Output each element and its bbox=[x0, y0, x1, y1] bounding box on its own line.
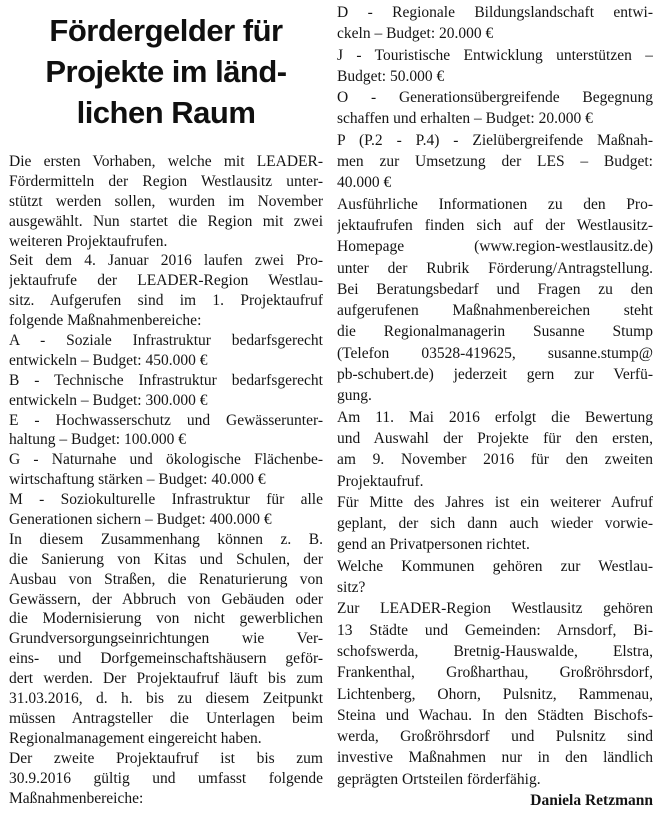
evaluation-dates-paragraph bbox=[337, 407, 653, 492]
text-line: 40.000 € bbox=[337, 174, 392, 192]
text-line: Daniela Retzmann bbox=[530, 791, 653, 809]
text-line: werda, Großröhrsdorf und Pulsnitz sind bbox=[337, 728, 653, 746]
text-line: schaffen und erhalten – Budget: 20.000 € bbox=[337, 110, 593, 128]
text-line: Steina und Wachau. In den Städten Bischofs- bbox=[337, 706, 653, 724]
text-line: Zur LEADER-Region Westlausitz gehören bbox=[337, 600, 653, 618]
text-line: Generationen sichern – Budget: 400.000 € bbox=[9, 511, 272, 529]
text-line: sitz? bbox=[337, 579, 366, 597]
text-line: gung. bbox=[337, 387, 372, 405]
text-line: Budget: 50.000 € bbox=[337, 67, 445, 85]
text-line: Seit dem 4. Januar 2016 laufen zwei Pro- bbox=[9, 252, 323, 270]
measure-item-j bbox=[337, 45, 653, 88]
text-line: Am 11. Mai 2016 erfolgt die Bewertung bbox=[337, 408, 653, 426]
text-line: jektaufrufen finden sich auf der Westlausitz- bbox=[337, 216, 653, 234]
text-line: Regionalmanagement eingereicht haben. bbox=[9, 729, 262, 747]
text-line: die Regionalmanagerin Susanne Stump bbox=[337, 323, 653, 341]
measure-item-b bbox=[9, 371, 323, 411]
text-line: stützt werden sollen, wurden im November bbox=[9, 192, 323, 210]
text-line: A - Soziale Infrastruktur bedarfsgerecht bbox=[9, 332, 323, 350]
text-line: Lichtenberg, Ohorn, Pulsnitz, Rammenau, bbox=[337, 685, 653, 703]
text-line: investive Maßnahmen nur in den ländlich bbox=[337, 749, 653, 767]
text-line: Fördermitteln der Region Westlausitz unter- bbox=[9, 172, 323, 190]
text-line: E - Hochwasserschutz und Gewässerunter- bbox=[9, 411, 323, 429]
title-line: Projekte im länd- bbox=[45, 54, 287, 89]
text-line: Maßnahmenbereiche: bbox=[9, 789, 144, 807]
left-column bbox=[9, 2, 323, 811]
text-line: Welche Kommunen gehören zur Westlau- bbox=[337, 557, 653, 575]
text-line: Gewässern, der Abbruch von Gebäuden oder bbox=[9, 590, 323, 608]
municipalities-paragraph bbox=[337, 598, 653, 790]
text-line: am 9. November 2016 für den zweiten bbox=[337, 451, 653, 469]
question-paragraph bbox=[337, 556, 653, 599]
examples-deadline-paragraph bbox=[9, 530, 323, 749]
text-line: J - Touristische Entwicklung unterstützen – bbox=[337, 46, 653, 64]
right-column bbox=[337, 2, 653, 811]
text-line: unter der Rubrik Förderung/Antragstellung. bbox=[337, 259, 653, 277]
text-line: Bei Beratungsbedarf und Fragen zu den bbox=[337, 280, 653, 298]
text-line: dert werden. Der Projektaufruf läuft bis zum bbox=[9, 670, 323, 688]
further-call-paragraph bbox=[337, 492, 653, 556]
first-call-paragraph bbox=[9, 251, 323, 331]
text-line: eins- und Dorfgemeinschaftshäusern geför- bbox=[9, 650, 323, 668]
text-line: Ausführliche Informationen zu den Pro- bbox=[337, 195, 653, 213]
text-line: jektaufrufe der LEADER-Region Westlau- bbox=[9, 272, 323, 290]
text-line: aufgerufenen Maßnahmenbereichen steht bbox=[337, 302, 653, 320]
text-line: G - Naturnahe und ökologische Flächenbe- bbox=[9, 451, 323, 469]
measure-item-g bbox=[9, 450, 323, 490]
text-line: folgende Maßnahmenbereiche: bbox=[9, 312, 202, 330]
text-line: müssen Antragsteller die Unterlagen beim bbox=[9, 709, 323, 727]
text-line: (Telefon 03528-419625, susanne.stump@ bbox=[337, 344, 653, 362]
right-column-text bbox=[337, 2, 653, 811]
text-line: B - Technische Infrastruktur bedarfsgerecht bbox=[9, 371, 323, 389]
text-line: 13 Städte und Gemeinden: Arnsdorf, Bi- bbox=[337, 621, 653, 639]
text-line: weiteren Projektaufrufen. bbox=[9, 232, 168, 250]
text-line: und Auswahl der Projekte für den ersten, bbox=[337, 429, 653, 447]
text-line: Homepage (www.region-westlausitz.de) bbox=[337, 238, 653, 256]
left-column-text bbox=[9, 152, 323, 808]
text-line: Der zweite Projektaufruf ist bis zum bbox=[9, 749, 323, 767]
title-line: Fördergelder für bbox=[49, 13, 283, 48]
text-line: In diesem Zusammenhang können z. B. bbox=[9, 530, 323, 548]
text-line: Frankenthal, Großharthau, Großröhrsdorf, bbox=[337, 664, 653, 682]
measure-item-m bbox=[9, 490, 323, 530]
measure-item-a bbox=[9, 331, 323, 371]
text-line: Projektaufruf. bbox=[337, 472, 424, 490]
text-line: pb-schubert.de) jederzeit gern zur Verfü- bbox=[337, 366, 653, 384]
text-line: geplant, der sich dann auch wieder vorwie- bbox=[337, 515, 653, 533]
text-line: Für Mitte des Jahres ist ein weiterer Aufruf bbox=[337, 493, 653, 511]
text-line: Ausbau von Straßen, die Renaturierung von bbox=[9, 570, 323, 588]
text-line: ausgewählt. Nun startet die Region mit zwei bbox=[9, 212, 323, 230]
text-line: 31.03.2016, d. h. bis zu diesem Zeitpunkt bbox=[9, 690, 323, 708]
text-line: die Sanierung von Kitas und Schulen, der bbox=[9, 550, 323, 568]
second-call-paragraph bbox=[9, 749, 323, 809]
text-line: M - Soziokulturelle Infrastruktur für alle bbox=[9, 491, 323, 509]
text-line: haltung – Budget: 100.000 € bbox=[9, 431, 186, 449]
intro-paragraph bbox=[9, 152, 323, 251]
text-line: die Modernisierung von nicht gewerblichen bbox=[9, 610, 323, 628]
byline bbox=[337, 790, 653, 811]
title-line: lichen Raum bbox=[76, 95, 256, 130]
text-line: geprägten Ortsteilen förderfähig. bbox=[337, 770, 541, 788]
text-line: D - Regionale Bildungslandschaft entwi- bbox=[337, 4, 653, 21]
text-line: Die ersten Vorhaben, welche mit LEADER- bbox=[9, 153, 323, 170]
text-line: O - Generationsübergreifende Begegnung bbox=[337, 89, 653, 107]
article-title bbox=[9, 10, 323, 133]
text-line: entwickeln – Budget: 300.000 € bbox=[9, 391, 208, 409]
measure-item-e bbox=[9, 411, 323, 451]
measure-item-p bbox=[337, 130, 653, 194]
text-line: wirtschaftung stärken – Budget: 40.000 € bbox=[9, 471, 266, 489]
text-line: entwickeln – Budget: 450.000 € bbox=[9, 351, 208, 369]
measure-item-o bbox=[337, 87, 653, 130]
text-line: gend an Privatpersonen richtet. bbox=[337, 536, 530, 554]
text-line: P (P.2 - P.4) - Zielübergreifende Maßnah- bbox=[337, 131, 653, 149]
measure-item-d bbox=[337, 2, 653, 45]
text-line: schofswerda, Bretnig-Hauswalde, Elstra, bbox=[337, 642, 653, 660]
info-contact-paragraph bbox=[337, 194, 653, 407]
text-line: sitz. Aufgerufen sind im 1. Projektaufruf bbox=[9, 292, 323, 310]
text-line: Grundversorgungseinrichtungen wie Ver- bbox=[9, 630, 323, 648]
text-line: 30.9.2016 gültig und umfasst folgende bbox=[9, 769, 323, 787]
text-line: men zur Umsetzung der LES – Budget: bbox=[337, 153, 653, 171]
text-line: ckeln – Budget: 20.000 € bbox=[337, 25, 494, 43]
